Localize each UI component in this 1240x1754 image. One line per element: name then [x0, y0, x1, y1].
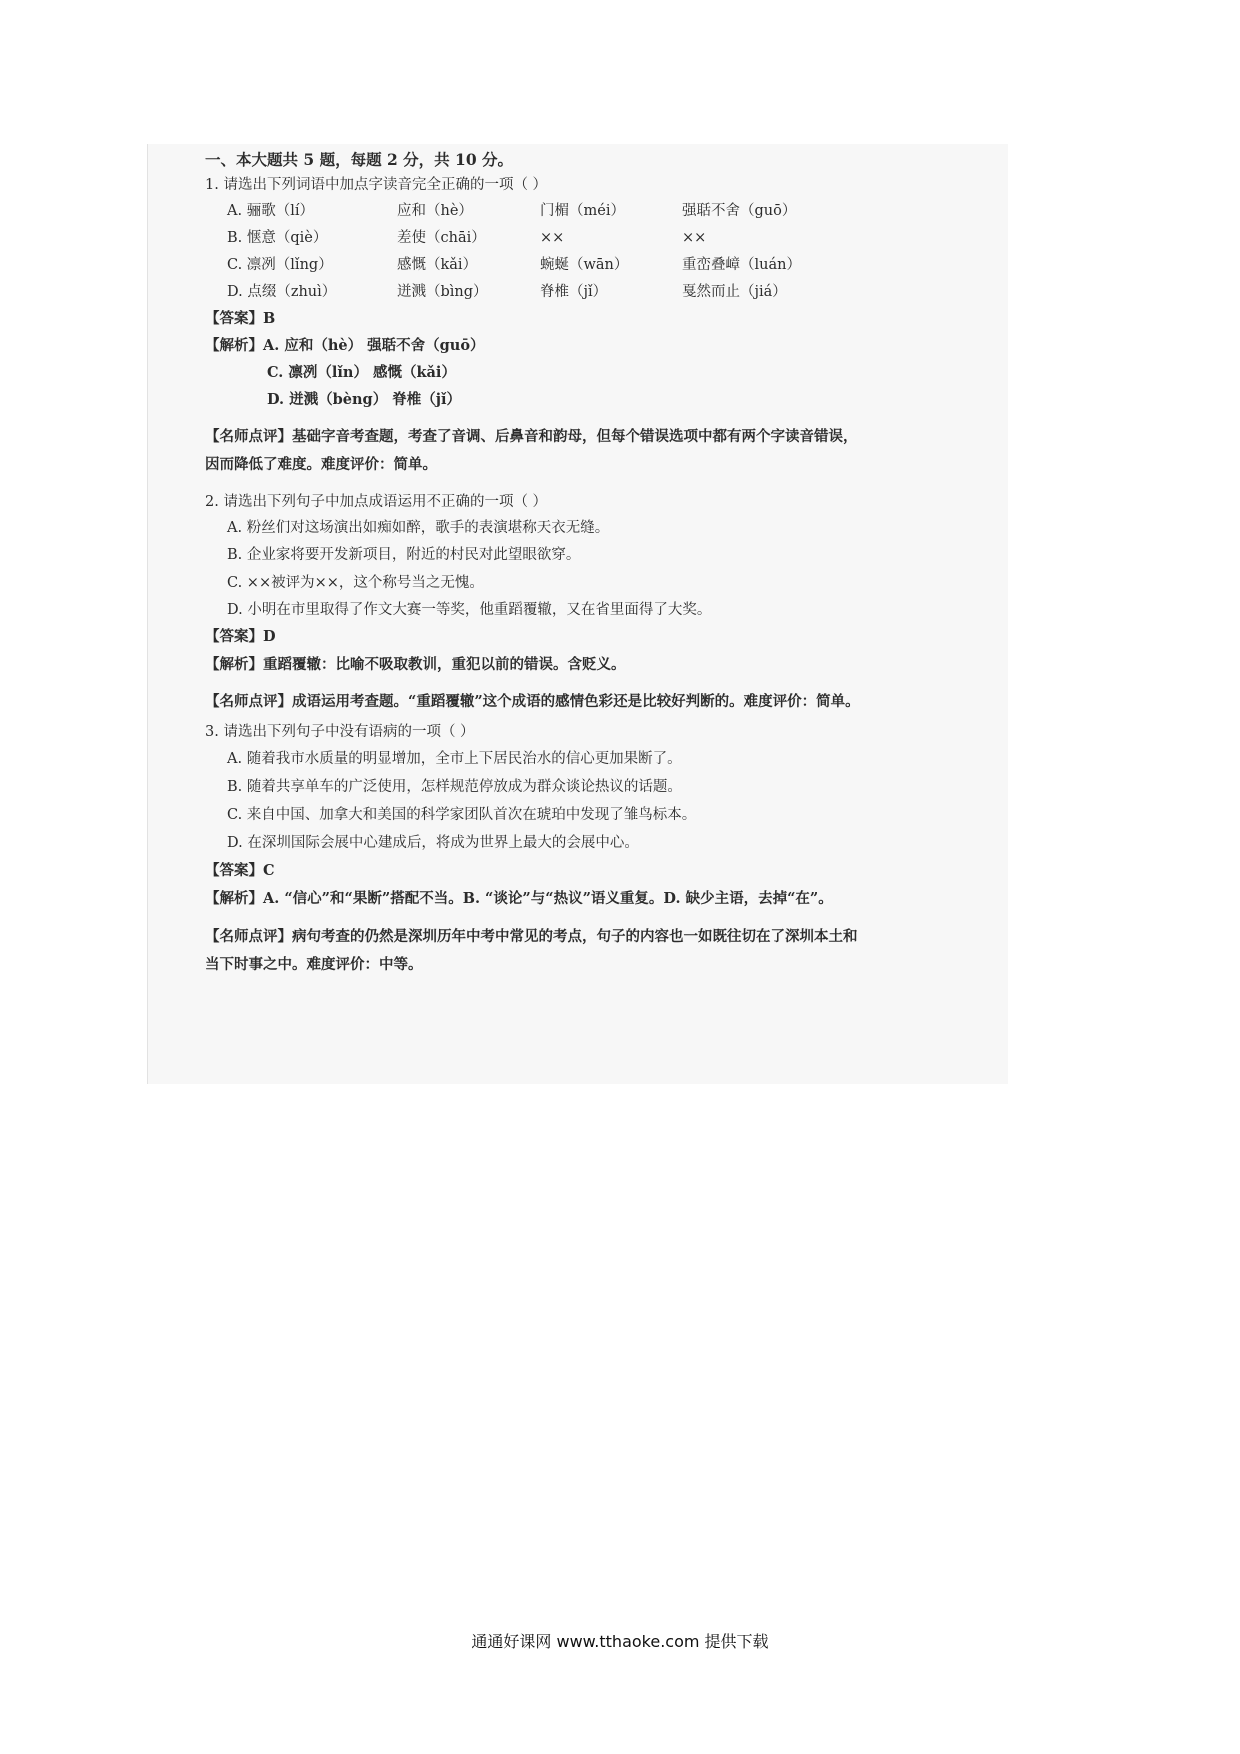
q1-analysis-line: C. 凛冽（lǐn） 感慨（kǎi）: [267, 364, 456, 381]
q2-analysis: 【解析】重蹈覆辙：比喻不吸取教训，重犯以前的错误。含贬义。: [205, 656, 626, 673]
q1-analysis-line: D. 迸溅（bèng） 脊椎（jǐ）: [267, 391, 462, 408]
q1-answer: 【答案】B: [205, 310, 276, 327]
q1-comment-line: 因而降低了难度。难度评价：简单。: [205, 456, 437, 473]
q2-option-c: C. ××被评为××，这个称号当之无愧。: [227, 575, 484, 591]
q3-option-c: C. 来自中国、加拿大和美国的科学家团队首次在琥珀中发现了雏鸟标本。: [227, 807, 697, 823]
q3-option-a: A. 随着我市水质量的明显增加，全市上下居民治水的信心更加果断了。: [227, 751, 682, 767]
footer-download-credit: 通通好课网 www.tthaoke.com 提供下载: [471, 1632, 769, 1651]
q2-option-a: A. 粉丝们对这场演出如痴如醉，歌手的表演堪称天衣无缝。: [227, 520, 610, 536]
section-title: 一、本大题共 5 题，每题 2 分，共 10 分。: [205, 150, 514, 169]
q3-comment-line: 【名师点评】病句考查的仍然是深圳历年中考中常见的考点，句子的内容也一如既往切在了深圳本土和: [205, 928, 858, 945]
q3-option-d: D. 在深圳国际会展中心建成后，将成为世界上最大的会展中心。: [227, 835, 639, 851]
q2-option-d: D. 小明在市里取得了作文大赛一等奖，他重蹈覆辙，又在省里面得了大奖。: [227, 602, 712, 618]
q1-stem: 1. 请选出下列词语中加点字读音完全正确的一项（ ）: [205, 177, 548, 193]
q3-comment-line: 当下时事之中。难度评价：中等。: [205, 956, 423, 973]
q2-option-b: B. 企业家将要开发新项目，附近的村民对此望眼欲穿。: [227, 547, 581, 563]
q2-stem: 2. 请选出下列句子中加点成语运用不正确的一项（ ）: [205, 494, 548, 510]
q3-stem: 3. 请选出下列句子中没有语病的一项（ ）: [205, 724, 475, 740]
q2-answer: 【答案】D: [205, 628, 276, 645]
q2-comment: 【名师点评】成语运用考查题。“重蹈覆辙”这个成语的感情色彩还是比较好判断的。难度评价：简单。: [205, 693, 860, 710]
q1-comment-line: 【名师点评】基础字音考查题，考查了音调、后鼻音和韵母，但每个错误选项中都有两个字读音错误，: [205, 428, 858, 445]
q3-option-b: B. 随着共享单车的广泛使用，怎样规范停放成为群众谈论热议的话题。: [227, 779, 682, 795]
q3-answer: 【答案】C: [205, 862, 275, 879]
q3-analysis: 【解析】A. “信心”和“果断”搭配不当。B. “谈论”与“热议”语义重复。D. 缺少主语，去掉“在”。: [205, 890, 833, 907]
q1-analysis-line: 【解析】A. 应和（hè） 强聒不舍（guō）: [205, 337, 485, 354]
